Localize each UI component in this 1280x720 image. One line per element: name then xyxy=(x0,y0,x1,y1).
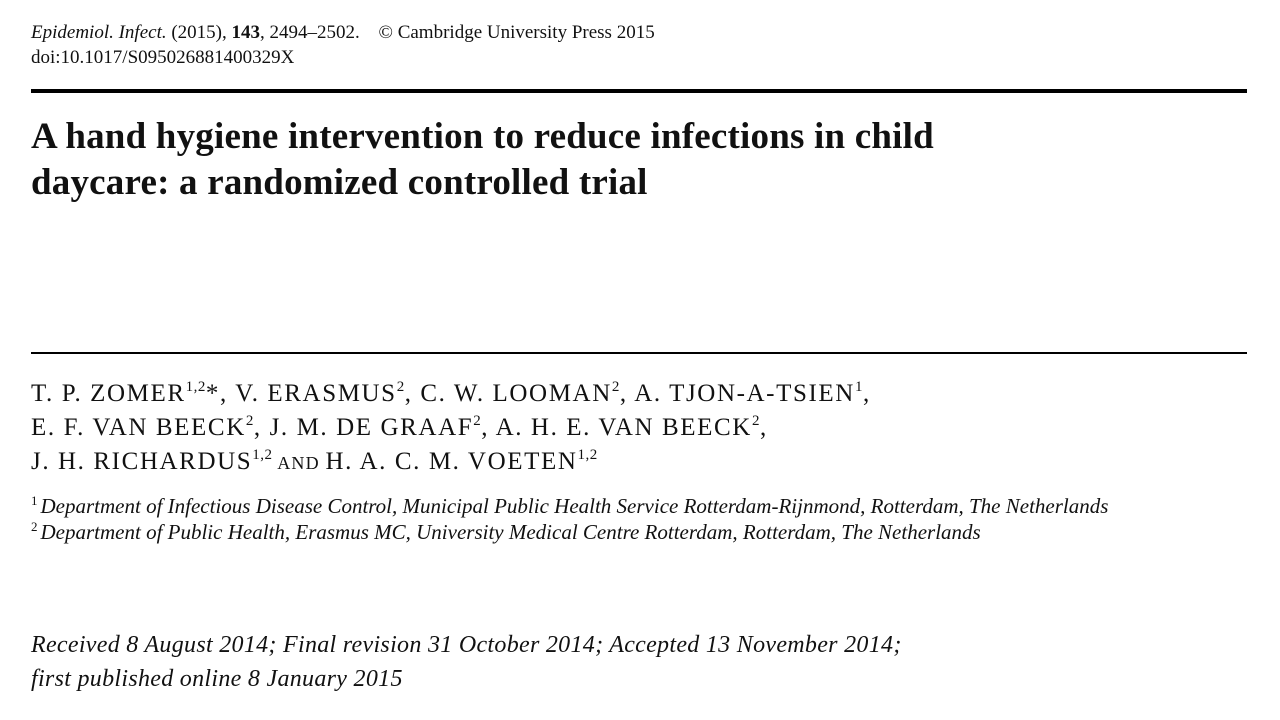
author-separator: , xyxy=(759,414,768,441)
author-line-3 xyxy=(31,445,871,480)
author-name: J. M. DE GRAAF xyxy=(269,414,474,441)
affiliations xyxy=(31,494,1151,545)
received-dates-line: Received 8 August 2014; Final revision 31 October 2014; Accepted 13 November 2014; xyxy=(31,632,902,658)
author-separator: , xyxy=(404,380,421,407)
publication-dates xyxy=(31,628,902,696)
title-line-2: daycare: a randomized controlled trial xyxy=(31,162,648,203)
journal-pages: , 2494–2502. xyxy=(260,22,360,43)
header-divider xyxy=(31,89,1247,93)
affiliation-2 xyxy=(31,520,1151,546)
affiliation-number: 2 xyxy=(31,518,38,534)
doi: doi:10.1017/S095026881400329X xyxy=(31,47,295,68)
copyright-notice: © Cambridge University Press 2015 xyxy=(378,22,655,43)
author-line-2 xyxy=(31,411,871,445)
author-name: T. P. ZOMER xyxy=(31,380,186,407)
journal-year: (2015), xyxy=(171,22,227,43)
author-name: A. H. E. VAN BEECK xyxy=(495,414,752,441)
author-affiliation-sup: 1 xyxy=(854,379,863,395)
author-list xyxy=(31,377,871,480)
author-affiliation-sup: 2 xyxy=(473,413,482,429)
journal-header xyxy=(31,20,655,70)
author-line-1 xyxy=(31,377,871,411)
author-affiliation-sup: 2 xyxy=(611,379,620,395)
author-separator: , xyxy=(619,380,635,407)
affiliation-text: Department of Public Health, Erasmus MC, University Medical Centre Rotterdam, Rotterdam, The Netherlands xyxy=(40,519,981,544)
published-online-line: first published online 8 January 2015 xyxy=(31,666,403,692)
author-name: A. TJON-A-TSIEN xyxy=(634,380,855,407)
affiliation-text: Department of Infectious Disease Control, Municipal Public Health Service Rotterdam-Rijnmond, Rotterdam, The Netherlands xyxy=(40,494,1109,518)
affiliation-1 xyxy=(31,494,1151,520)
author-separator: , xyxy=(862,380,871,407)
author-conjunction: AND xyxy=(272,453,326,473)
author-affiliation-sup: 1,2 xyxy=(577,447,598,463)
journal-name: Epidemiol. Infect. xyxy=(31,22,167,43)
author-affiliation-sup: 2 xyxy=(751,413,760,429)
title-divider xyxy=(31,352,1247,354)
author-affiliation-sup: 2 xyxy=(245,413,254,429)
author-name: H. A. C. M. VOETEN xyxy=(325,448,578,475)
author-name: E. F. VAN BEECK xyxy=(31,414,246,441)
author-affiliation-sup: 1,2 xyxy=(185,379,206,395)
article-title xyxy=(31,114,1131,206)
affiliation-number: 1 xyxy=(31,493,38,508)
author-name: V. ERASMUS xyxy=(235,380,397,407)
citation-line xyxy=(31,20,655,45)
journal-volume: 143 xyxy=(231,22,261,43)
author-affiliation-sup: 2 xyxy=(396,379,405,395)
author-affiliation-sup: 1,2 xyxy=(252,447,273,463)
author-separator: , xyxy=(253,414,270,441)
author-separator: , xyxy=(481,414,496,441)
title-line-1: A hand hygiene intervention to reduce infections in child xyxy=(31,116,934,157)
author-name: C. W. LOOMAN xyxy=(420,380,612,407)
author-name: J. H. RICHARDUS xyxy=(31,448,253,475)
corresponding-mark: *, xyxy=(205,380,236,407)
